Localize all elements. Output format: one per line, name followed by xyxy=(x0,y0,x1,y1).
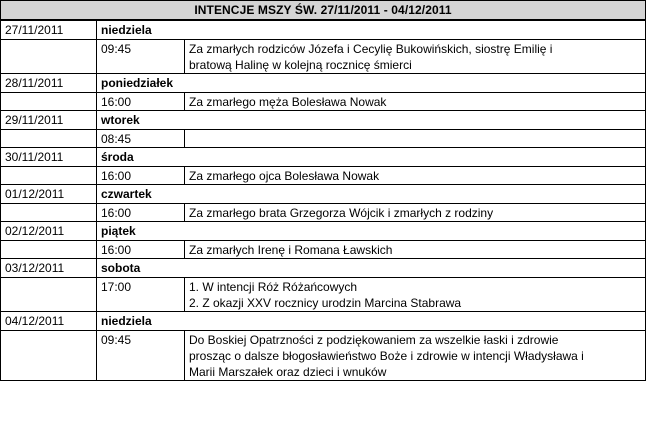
intention-line: Za zmarłego męża Bolesława Nowak xyxy=(189,95,387,109)
mass-date-spacer xyxy=(1,331,97,381)
intention-line: Za zmarłych Irenę i Romana Ławskich xyxy=(189,243,393,257)
day-date: 03/12/2011 xyxy=(1,259,97,278)
intention-line xyxy=(189,131,641,147)
mass-row xyxy=(1,204,646,222)
mass-time: 17:00 xyxy=(97,278,185,312)
mass-row xyxy=(1,167,646,185)
mass-row xyxy=(1,130,646,148)
mass-time: 16:00 xyxy=(97,93,185,111)
day-date: 02/12/2011 xyxy=(1,222,97,241)
mass-date-spacer xyxy=(1,278,97,312)
mass-intention xyxy=(185,40,646,74)
day-date: 29/11/2011 xyxy=(1,111,97,130)
intention-line: Marii Marszałek oraz dzieci i wnuków xyxy=(189,365,387,379)
intention-line: 1. W intencji Róż Różańcowych xyxy=(189,280,358,294)
day-row xyxy=(1,111,646,130)
mass-date-spacer xyxy=(1,241,97,259)
day-date: 04/12/2011 xyxy=(1,312,97,331)
mass-time: 08:45 xyxy=(97,130,185,148)
intention-line: Za zmarłych rodziców Józefa i Cecylię Bukowińskich, siostrę Emilię i xyxy=(189,42,553,56)
day-name: niedziela xyxy=(97,20,646,40)
day-name: sobota xyxy=(97,259,646,278)
mass-row xyxy=(1,331,646,381)
intention-line: 2. Z okazji XXV rocznicy urodzin Marcina Stabrawa xyxy=(189,296,462,310)
mass-time: 09:45 xyxy=(97,40,185,74)
intention-line: Za zmarłego ojca Bolesława Nowak xyxy=(189,169,380,183)
mass-time: 09:45 xyxy=(97,331,185,381)
mass-date-spacer xyxy=(1,40,97,74)
day-row xyxy=(1,185,646,204)
day-row xyxy=(1,312,646,331)
title-row xyxy=(1,1,646,21)
day-name: wtorek xyxy=(97,111,646,130)
intentions-table-body xyxy=(1,1,646,381)
day-row xyxy=(1,20,646,40)
day-name: czwartek xyxy=(97,185,646,204)
day-row xyxy=(1,222,646,241)
day-date: 27/11/2011 xyxy=(1,20,97,40)
mass-date-spacer xyxy=(1,130,97,148)
intention-line: Za zmarłego brata Grzegorza Wójcik i zmarłych z rodziny xyxy=(189,206,494,220)
mass-date-spacer xyxy=(1,167,97,185)
mass-row xyxy=(1,278,646,312)
mass-intention xyxy=(185,93,646,111)
day-date: 30/11/2011 xyxy=(1,148,97,167)
intention-line: prosząc o dalsze błogosławieństwo Boże i zdrowie w intencji Władysława i xyxy=(189,349,584,363)
day-date: 01/12/2011 xyxy=(1,185,97,204)
day-name: piątek xyxy=(97,222,646,241)
mass-row xyxy=(1,40,646,74)
day-row xyxy=(1,259,646,278)
mass-row xyxy=(1,93,646,111)
day-row xyxy=(1,148,646,167)
mass-row xyxy=(1,241,646,259)
mass-date-spacer xyxy=(1,204,97,222)
mass-date-spacer xyxy=(1,93,97,111)
mass-time: 16:00 xyxy=(97,167,185,185)
mass-time: 16:00 xyxy=(97,204,185,222)
page-title: INTENCJE MSZY ŚW. 27/11/2011 - 04/12/2011 xyxy=(1,1,646,21)
intention-line: bratową Halinę w kolejną rocznicę śmierci xyxy=(189,58,412,72)
day-name: środa xyxy=(97,148,646,167)
day-name: niedziela xyxy=(97,312,646,331)
mass-time: 16:00 xyxy=(97,241,185,259)
mass-intention xyxy=(185,204,646,222)
mass-intention xyxy=(185,241,646,259)
day-name: poniedziałek xyxy=(97,74,646,93)
mass-intention xyxy=(185,278,646,312)
day-row xyxy=(1,74,646,93)
mass-intention xyxy=(185,331,646,381)
mass-intention xyxy=(185,167,646,185)
intention-line: Do Boskiej Opatrzności z podziękowaniem za wszelkie łaski i zdrowie xyxy=(189,333,559,347)
day-date: 28/11/2011 xyxy=(1,74,97,93)
mass-intention xyxy=(185,130,646,148)
